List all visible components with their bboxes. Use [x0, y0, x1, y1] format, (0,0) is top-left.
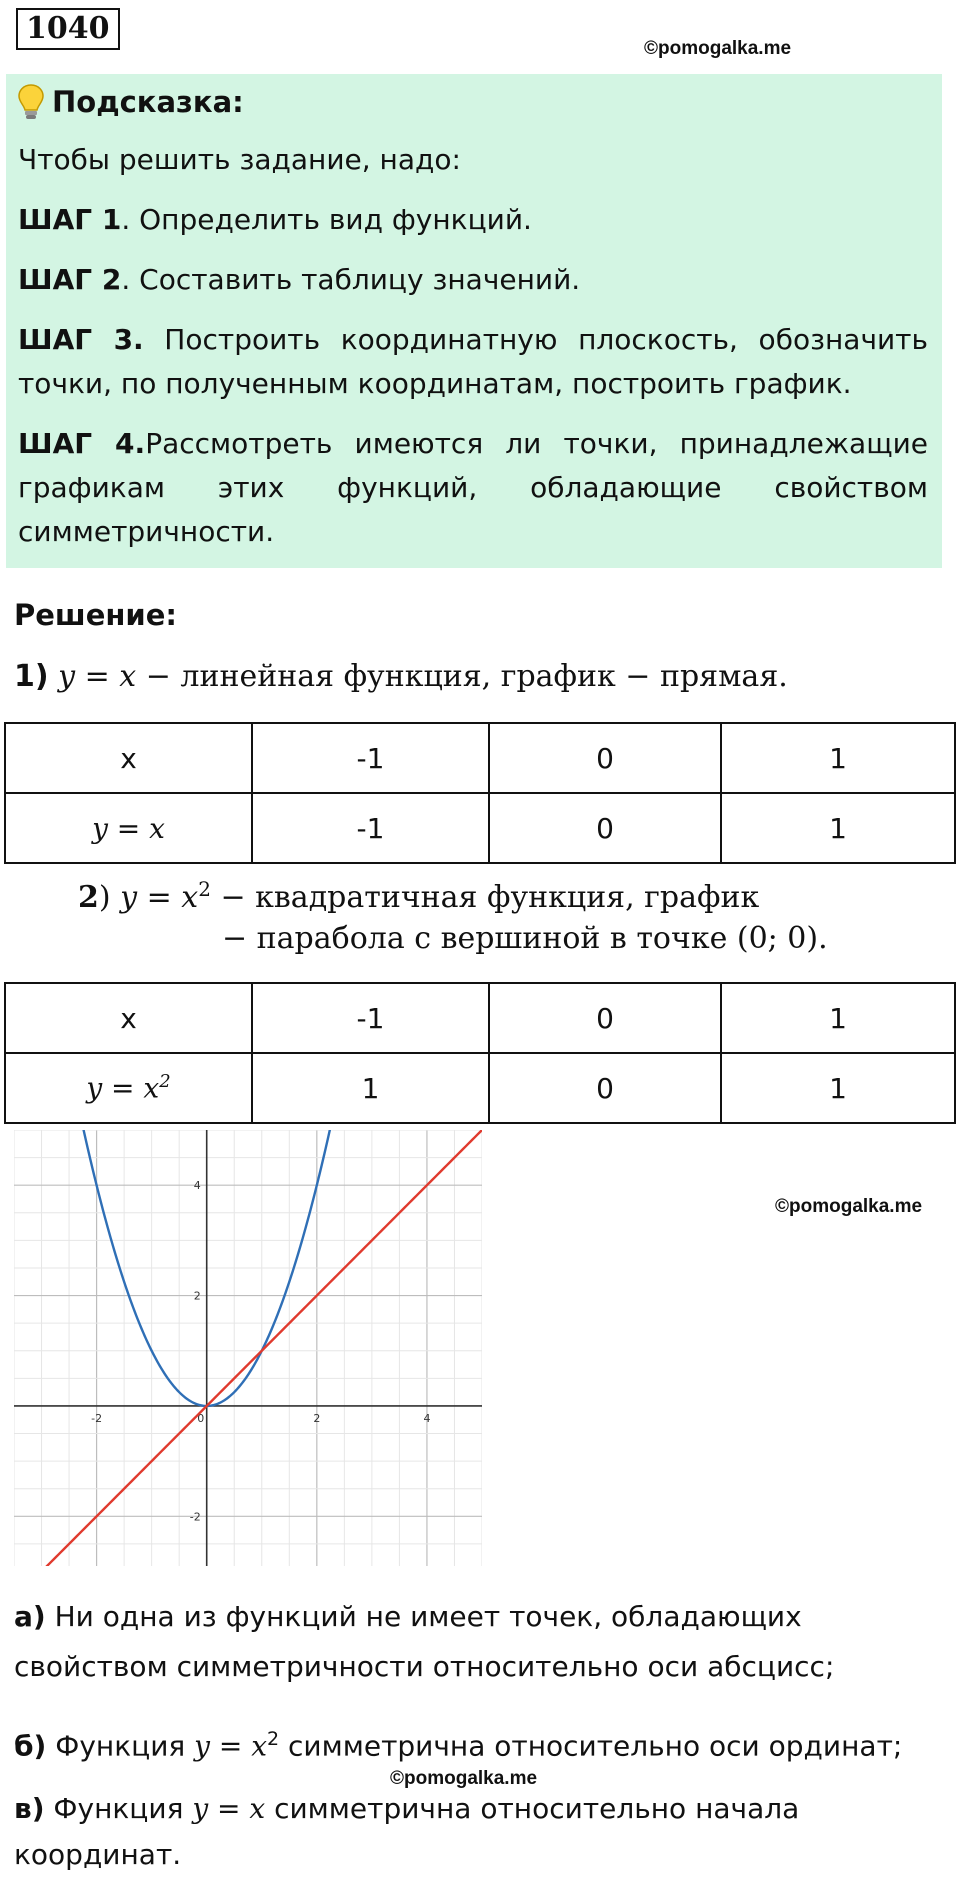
answer-formula: y = x [194, 1729, 268, 1763]
answer-formula: y = x [192, 1792, 266, 1825]
y-tick-label: 2 [193, 1289, 201, 1303]
step-label: ШАГ 1 [18, 203, 122, 236]
table-cell: 1 [721, 723, 955, 793]
table-cell: y = x [5, 793, 252, 863]
part2-paren: ) [98, 880, 111, 915]
part1-text: − линейная функция, график − прямая. [136, 659, 788, 694]
table-cell: 1 [252, 1053, 489, 1123]
x-tick-label: -2 [91, 1411, 103, 1425]
table-row [5, 1053, 955, 1123]
table-cell: -1 [252, 723, 489, 793]
table-cell: -1 [252, 983, 489, 1053]
part1-heading [14, 656, 788, 698]
answer-v [14, 1784, 799, 1834]
hint-title [18, 82, 244, 122]
step-text: . Составить таблицу значений. [121, 263, 581, 296]
part2-text-1: − квадратичная функция, график [210, 880, 760, 915]
answer-label: в) [14, 1792, 45, 1825]
y-tick-label: 4 [193, 1179, 201, 1193]
x-tick-label: 4 [423, 1411, 431, 1425]
value-table-quadratic [4, 982, 956, 1124]
value-table-linear [4, 722, 956, 864]
table-row [5, 723, 955, 793]
part2-text-2: − парабола с вершиной в точке (0; 0). [222, 921, 828, 956]
table-cell: 0 [489, 983, 721, 1053]
watermark-top: ©pomogalka.me [644, 38, 792, 59]
table-row [5, 793, 955, 863]
table-cell: x [5, 723, 252, 793]
step-label: ШАГ 3. [18, 323, 144, 356]
table-cell: 1 [721, 1053, 955, 1123]
hint-step-2 [18, 258, 580, 302]
step-label: ШАГ 2 [18, 263, 122, 296]
row-label: y = x [86, 1071, 160, 1105]
table-cell: x [5, 983, 252, 1053]
step-label: ШАГ 4. [18, 427, 146, 460]
lightbulb-icon [18, 83, 44, 121]
answer-b [14, 1714, 902, 1771]
part2-exp: 2 [198, 877, 211, 901]
part2-heading [78, 868, 759, 919]
x-tick-label: 0 [197, 1411, 205, 1425]
table-cell: 1 [721, 983, 955, 1053]
solution-title: Решение: [14, 598, 178, 632]
answer-exp: 2 [267, 1728, 280, 1750]
hint-step-4 [18, 422, 928, 554]
table-cell: 0 [489, 1053, 721, 1123]
table-cell: -1 [252, 793, 489, 863]
table-cell [5, 1053, 252, 1123]
answer-a-cont: свойством симметричности относительно оси абсцисс; [14, 1650, 835, 1683]
answer-text: Ни одна из функций не имеет точек, обладающих [45, 1600, 802, 1633]
row-label-exp: 2 [159, 1071, 171, 1093]
table-row [5, 983, 955, 1053]
y-tick-label: -2 [189, 1510, 201, 1524]
table-cell: 1 [721, 793, 955, 863]
answer-post: симметрична относительно оси ординат; [279, 1729, 903, 1763]
answer-post: симметрична относительно начала [265, 1792, 800, 1825]
function-graph [14, 1130, 482, 1566]
table-cell: 0 [489, 793, 721, 863]
hint-step-3 [18, 318, 928, 406]
step-text: Построить координатную плоскость, обозначить точки, по полученным координатам, построить график. [18, 323, 928, 400]
part1-formula: y = x [58, 659, 137, 694]
answer-label: а) [14, 1600, 46, 1633]
x-tick-label: 2 [313, 1411, 321, 1425]
hint-title-text: Подсказка: [52, 85, 244, 119]
answer-v-cont: координат. [14, 1838, 182, 1871]
answer-pre: Функция [46, 1729, 195, 1763]
part2-formula: y = x [120, 880, 199, 915]
part2-num: 2 [78, 880, 99, 915]
step-text: Рассмотреть имеются ли точки, принадлежащие графикам этих функций, обладающие свойством симметричности. [18, 427, 929, 548]
answer-a [14, 1592, 802, 1642]
series-line-x [14, 1130, 482, 1566]
task-number: 1040 [16, 8, 120, 50]
watermark-bottom: ©pomogalka.me [390, 1768, 538, 1789]
table-cell: 0 [489, 723, 721, 793]
part1-num: 1) [14, 659, 49, 694]
answer-pre: Функция [44, 1792, 193, 1825]
step-text: . Определить вид функций. [121, 203, 532, 236]
answer-label: б) [14, 1729, 47, 1763]
watermark-mid: ©pomogalka.me [775, 1196, 923, 1217]
hint-step-1 [18, 198, 532, 242]
hint-intro: Чтобы решить задание, надо: [18, 143, 461, 176]
